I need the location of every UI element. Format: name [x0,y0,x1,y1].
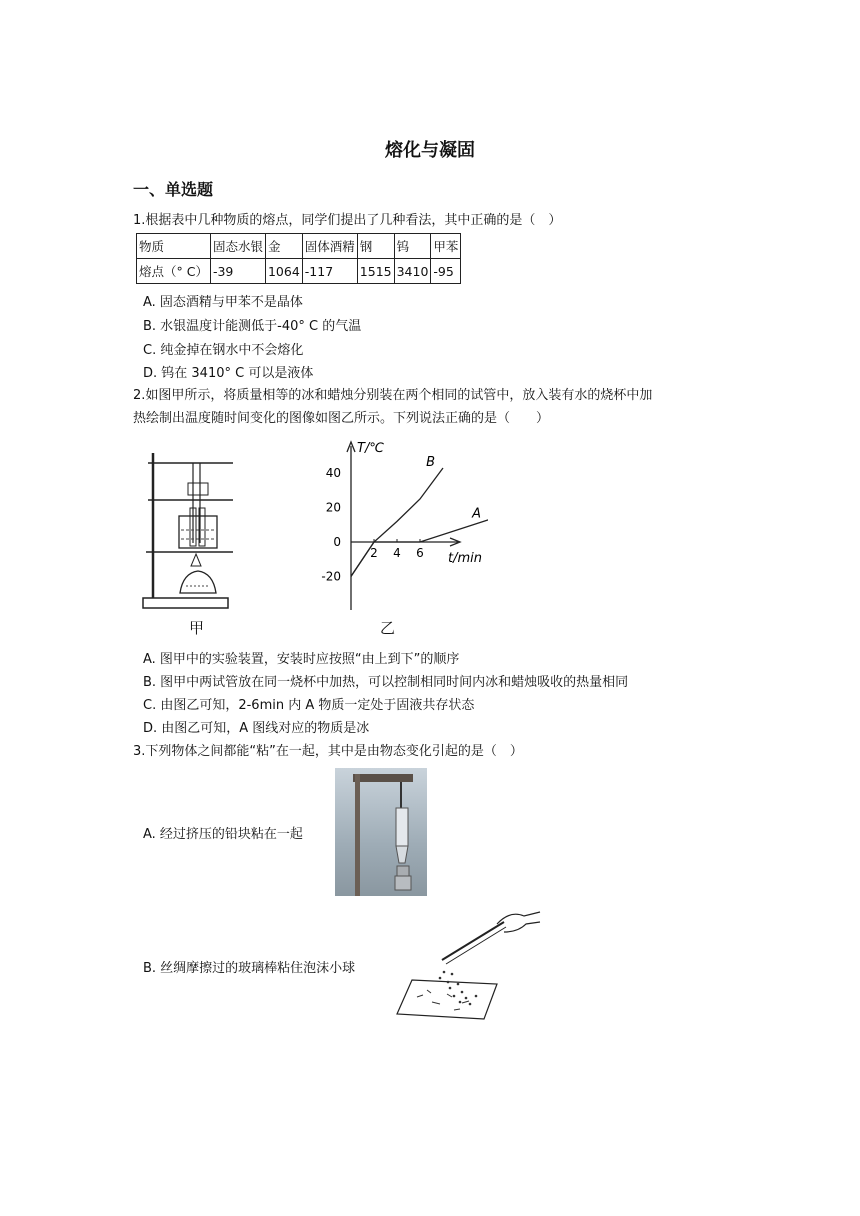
q2-option-c: C. 由图乙可知，2-6min 内 A 物质一定处于固液共存状态 [143,698,475,713]
x-tick-label: 2 [370,546,378,560]
question-1-stem: 1.根据表中几种物质的熔点，同学们提出了几种看法，其中正确的是（ ） [133,213,562,228]
y-tick-label: 20 [325,500,341,515]
table-cell: 3410 [394,259,431,284]
lead-blocks-photo [335,768,427,896]
question-2-stem-line2: 热绘制出温度随时间变化的图像如图乙所示。下列说法正确的是（ ） [133,411,550,426]
table-cell: -95 [431,259,461,284]
temperature-time-chart [298,438,488,613]
q3-option-a: A. 经过挤压的铅块粘在一起 [143,827,303,842]
melting-point-table [136,233,461,284]
q1-option-d: D. 钨在 3410° C 可以是液体 [143,366,314,381]
series-line-b [351,468,443,576]
q2-option-b: B. 图甲中两试管放在同一烧杯中加热，可以控制相同时间内冰和蜡烛吸收的热量相同 [143,675,629,690]
question-3-stem: 3.下列物体之间都能“粘”在一起，其中是由物态变化引起的是（ ） [133,744,523,759]
figure-caption-yi: 乙 [380,619,396,637]
y-tick-label: 0 [333,535,341,549]
q2-option-a: A. 图甲中的实验装置，安装时应按照“由上到下”的顺序 [143,652,460,667]
chart-ticks [321,466,423,583]
table-cell: 熔点（° C） [137,259,211,284]
table-cell: -39 [210,259,265,284]
q1-option-c: C. 纯金掉在钢水中不会熔化 [143,343,304,358]
q2-option-d: D. 由图乙可知，A 图线对应的物质是冰 [143,721,370,736]
heating-apparatus-figure [138,448,238,613]
table-cell: 1064 [265,259,302,284]
q1-option-b: B. 水银温度计能测低于-40° C 的气温 [143,319,362,334]
q3-option-b: B. 丝绸摩擦过的玻璃棒粘住泡沫小球 [143,961,356,976]
series-label-b: B [426,455,435,471]
table-row [137,259,461,284]
table-row [137,234,461,259]
figure-caption-jia: 甲 [189,619,205,637]
table-cell: 钢 [357,234,394,259]
section-heading: 一、单选题 [133,180,214,199]
x-tick-label: 4 [393,546,401,560]
q1-option-a: A. 固态酒精与甲苯不是晶体 [143,295,303,310]
page-title: 熔化与凝固 [385,140,475,161]
chart-axes [347,441,482,610]
table-cell: -117 [302,259,357,284]
table-cell: 物质 [137,234,211,259]
y-axis-label: T/℃ [357,441,384,456]
table-cell: 钨 [394,234,431,259]
table-cell: 金 [265,234,302,259]
table-cell: 甲苯 [431,234,461,259]
y-tick-label: -20 [321,569,341,584]
x-axis-label: t/min [448,551,482,566]
x-tick-label: 6 [416,546,424,560]
table-cell: 1515 [357,259,394,284]
glass-rod-foam-figure [392,902,547,1022]
table-cell: 固体酒精 [302,234,357,259]
question-2-stem-line1: 2.如图甲所示，将质量相等的冰和蜡烛分别装在两个相同的试管中，放入装有水的烧杯中加 [133,388,653,403]
y-tick-label: 40 [325,466,341,481]
series-label-a: A [472,506,481,522]
table-cell: 固态水银 [210,234,265,259]
